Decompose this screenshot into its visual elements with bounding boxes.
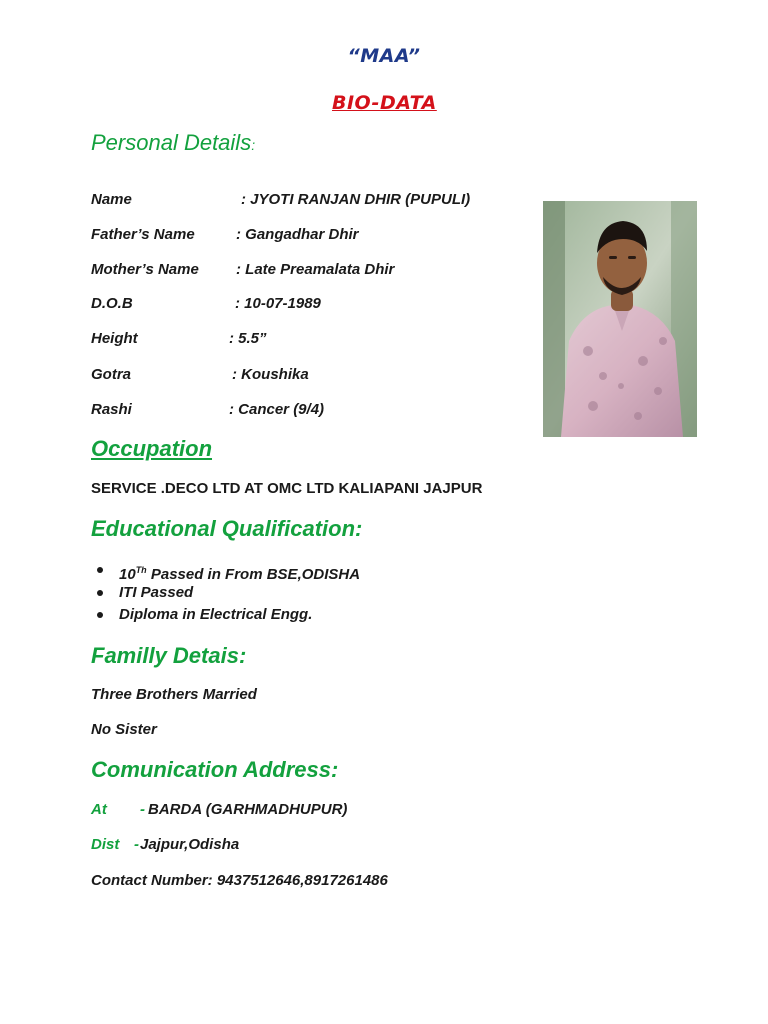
education-item-text: ITI Passed xyxy=(119,583,194,601)
bullet-icon xyxy=(97,612,103,618)
detail-label: Height xyxy=(91,330,138,347)
address-dist-label: Dist xyxy=(91,836,120,853)
document-subtitle: BIO-DATA xyxy=(332,92,437,114)
bullet-icon xyxy=(97,567,103,573)
contact-number: Contact Number: 9437512646,8917261486 xyxy=(91,872,388,889)
document-title: “MAA” xyxy=(347,45,421,67)
education-item-superscript: Th xyxy=(135,565,147,575)
education-list xyxy=(97,560,360,628)
detail-label: Mother’s Name xyxy=(91,261,199,278)
education-item-text: Diploma in Electrical Engg. xyxy=(119,606,313,623)
bullet-icon xyxy=(97,590,103,596)
address-dist-dash: - xyxy=(134,836,139,853)
list-item xyxy=(97,560,360,583)
detail-label: Rashi xyxy=(91,401,132,418)
address-at-dash: - xyxy=(140,801,145,818)
list-item xyxy=(97,605,360,628)
family-heading: Familly Detais: xyxy=(91,643,247,668)
personal-details-heading xyxy=(91,130,255,156)
education-item-text-rest: Passed in From BSE,ODISHA xyxy=(146,566,361,583)
family-line: Three Brothers Married xyxy=(91,686,257,703)
address-at-row xyxy=(91,801,348,818)
detail-label: D.O.B xyxy=(91,295,133,312)
detail-value: : 10-07-1989 xyxy=(235,295,321,312)
address-dist-value: Jajpur,Odisha xyxy=(140,836,240,853)
family-line: No Sister xyxy=(91,721,157,738)
address-dist-row xyxy=(91,836,240,853)
address-heading: Comunication Address: xyxy=(91,757,339,782)
personal-details-heading-text: Personal Details xyxy=(91,130,252,155)
detail-label: Father’s Name xyxy=(91,226,195,243)
detail-value: : 5.5” xyxy=(229,330,267,347)
detail-value: : Koushika xyxy=(232,366,309,383)
list-item xyxy=(97,583,360,606)
education-item-text: 10 xyxy=(119,566,136,583)
address-at-label: At xyxy=(91,801,107,818)
education-heading: Educational Qualification: xyxy=(91,516,363,541)
occupation-text: SERVICE .DECO LTD AT OMC LTD KALIAPANI JAJPUR xyxy=(91,480,483,497)
detail-value: : Late Preamalata Dhir xyxy=(236,261,395,278)
detail-label: Gotra xyxy=(91,366,132,383)
detail-label: Name xyxy=(91,191,132,208)
detail-value: : Gangadhar Dhir xyxy=(236,226,359,243)
detail-value: : JYOTI RANJAN DHIR (PUPULI) xyxy=(241,191,471,208)
occupation-heading: Occupation xyxy=(91,436,213,461)
address-at-value: BARDA (GARHMADHUPUR) xyxy=(148,801,348,818)
profile-photo xyxy=(543,201,697,437)
personal-details-heading-colon: : xyxy=(251,137,256,153)
detail-value: : Cancer (9/4) xyxy=(229,401,325,418)
profile-photo-illustration xyxy=(543,201,697,437)
